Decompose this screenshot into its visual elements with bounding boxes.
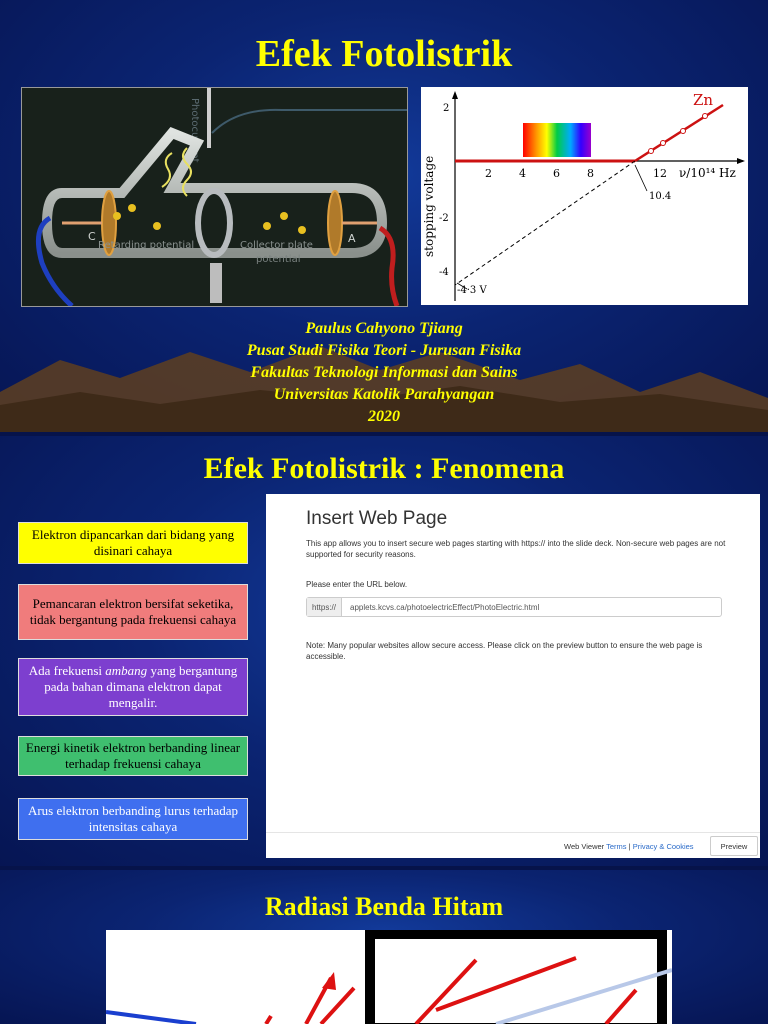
year: 2020: [368, 408, 400, 425]
potential-label: potential: [256, 254, 301, 265]
x-tick-12: 12: [653, 167, 667, 180]
slide-1-credits: [0, 318, 768, 428]
metal-label: Zn: [693, 91, 714, 109]
panel-heading: Insert Web Page: [306, 508, 448, 529]
slide-2-title: Efek Fotolistrik : Fenomena: [203, 452, 565, 485]
x-axis-unit: ν/10¹⁴ Hz: [679, 166, 736, 180]
panel-footer-divider: [266, 832, 760, 833]
x-tick-8: 8: [587, 167, 594, 180]
terms-link[interactable]: Terms: [606, 842, 627, 851]
photocurrent-label: Photocurrent: [189, 98, 200, 163]
phenomenon-text-4: Energi kinetik elektron berbanding linear terhadap frekuensi cahaya: [25, 740, 241, 771]
phenomenon-text-2: Pemancaran elektron bersifat seketika, tidak bergantung pada frekuensi cahaya: [29, 596, 237, 627]
collector-plate-label: Collector plate: [240, 240, 313, 251]
web-viewer-label: Web Viewer: [564, 842, 605, 851]
threshold-frequency-label: 10.4: [649, 191, 672, 202]
y-tick-neg2: -2: [439, 213, 449, 224]
university: Universitas Katolik Parahyangan: [273, 386, 495, 403]
privacy-link[interactable]: Privacy & Cookies: [632, 842, 694, 851]
phenomenon-box-5: [18, 798, 248, 840]
phenomenon-box-2: [18, 584, 248, 640]
blackbody-illustration: [106, 930, 672, 1024]
footer-separator: |: [628, 842, 631, 851]
anode-label: A: [348, 232, 356, 245]
faculty: Fakultas Teknologi Informasi dan Sains: [250, 364, 518, 381]
y-axis-label: stopping voltage: [422, 155, 436, 257]
phenomenon-text-5: Arus elektron berbanding lurus terhadap intensitas cahaya: [27, 803, 239, 834]
y-tick-neg4: -4: [439, 267, 449, 278]
y-tick-2: 2: [443, 103, 450, 114]
retarding-potential-label: Retarding potential: [98, 240, 195, 251]
preview-button[interactable]: Preview: [710, 836, 758, 856]
phenomenon-text-1: Elektron dipancarkan dari bidang yang disinari cahaya: [31, 527, 235, 558]
insert-web-page-panel: [266, 494, 760, 858]
panel-footer: [564, 842, 694, 851]
url-prompt: Please enter the URL below.: [306, 580, 408, 589]
x-tick-2: 2: [485, 167, 492, 180]
slide-1-title: Efek Fotolistrik: [255, 33, 513, 75]
slide-1: [0, 0, 768, 432]
phenomenon-box-4: [18, 736, 248, 776]
slide-3-title: Radiasi Benda Hitam: [264, 892, 504, 921]
author-name: Paulus Cahyono Tjiang: [305, 320, 463, 337]
phenomenon-text-3: Ada frekuensi ambang yang bergantung pada bahan dimana elektron dapat mengalir.: [28, 663, 238, 710]
security-note: Note: Many popular websites allow secure access. Please click on the preview button to ensure the web page is accessible.: [306, 641, 703, 661]
url-prefix: https://: [307, 598, 342, 616]
intercept-label: -4·3 V: [457, 285, 487, 296]
panel-description: This app allows you to insert secure web pages starting with https:// into the slide deck. Non-secure web pages are not supported for security reasons.: [306, 539, 726, 559]
url-input[interactable]: applets.kcvs.ca/photoelectricEffect/PhotoElectric.html: [350, 602, 540, 612]
url-input-group: [306, 597, 722, 617]
blackbody-image: [106, 930, 672, 1024]
x-tick-6: 6: [553, 167, 560, 180]
x-tick-4: 4: [519, 167, 526, 180]
department: Pusat Studi Fisika Teori - Jurusan Fisika: [246, 342, 522, 359]
ambang-emphasis: ambang: [105, 663, 148, 678]
cathode-label: C: [88, 230, 96, 243]
phenomenon-box-3: [18, 658, 248, 716]
phenomenon-box-1: [18, 522, 248, 564]
